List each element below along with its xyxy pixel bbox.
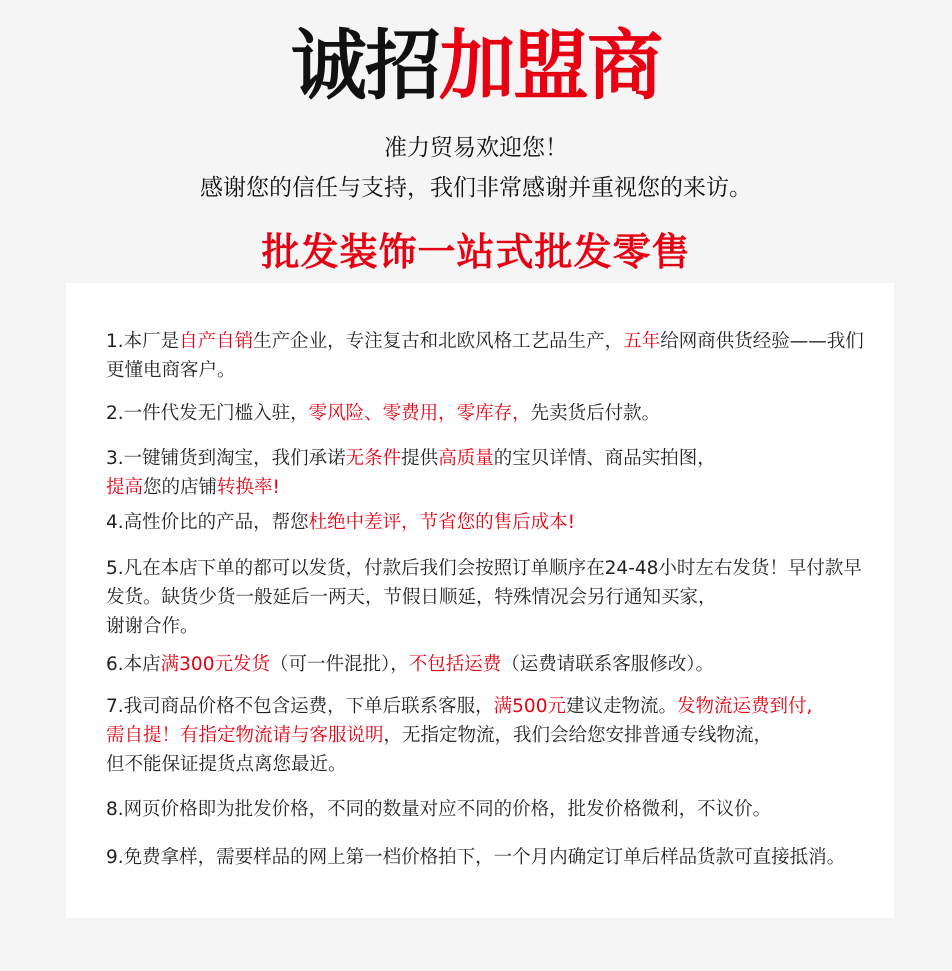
term-item-7: [106, 692, 876, 779]
body-text: 生产企业，专注复古和北欧风格工艺品生产，: [253, 331, 624, 352]
highlight-text: 自产自销: [179, 331, 254, 352]
subtitle: 批发装饰一站式批发零售: [261, 230, 691, 274]
term-item-4: [106, 508, 876, 537]
term-item-5: [106, 554, 876, 641]
welcome-text: 准力贸易欢迎您！: [384, 135, 568, 161]
body-text: 4.高性价比的产品，帮您: [106, 512, 309, 533]
body-text: 6.本店: [106, 654, 161, 675]
body-text: 7.我司商品价格不包含运费，下单后联系客服，: [106, 696, 494, 717]
body-text: 8.网页价格即为批发价格，不同的数量对应不同的价格，批发价格微利，不议价。: [106, 799, 772, 820]
highlight-text: 高质量: [438, 448, 494, 469]
highlight-text: 五年: [623, 331, 661, 352]
term-item-3: [106, 444, 876, 502]
term-item-1: [106, 327, 876, 385]
highlight-text: 需自提！有指定物流请与客服说明: [106, 725, 384, 746]
highlight-text: 发物流运费到付,: [676, 696, 813, 717]
body-text: 的宝贝详情、商品实拍图，: [493, 448, 716, 469]
body-text: ，无指定物流，我们会给您安排普通专线物流，: [383, 725, 773, 746]
body-text: 1.本厂是: [106, 331, 180, 352]
highlight-text: 转换率!: [217, 477, 280, 498]
terms-panel: [66, 283, 894, 918]
body-text: 建议走物流。: [565, 696, 677, 717]
body-text: 但不能保证提货点离您最近。: [106, 754, 347, 775]
body-text: 谢谢合作。: [106, 616, 199, 637]
thanks-text: 感谢您的信任与支持，我们非常感谢并重视您的来访。: [200, 175, 752, 201]
body-text: 9.免费拿样，需要样品的网上第一档价格拍下，一个月内确定订单后样品货款可直接抵消。: [106, 847, 846, 868]
page-title: [0, 18, 952, 114]
body-text: 3.一键铺货到淘宝，我们承诺: [106, 448, 346, 469]
body-text: 5.凡在本店下单的都可以发货，付款后我们会按照订单顺序在24-48小时左右发货！早付款早发货。缺货少货一般延后一两天，节假日顺延，特殊情况会另行通知买家，: [106, 558, 862, 608]
body-text: （可一件混批），: [269, 654, 409, 675]
highlight-text: 不包括运费: [408, 654, 502, 675]
term-item-8: [106, 795, 876, 824]
body-text: 先卖货后付款。: [530, 403, 661, 424]
term-item-6: [106, 650, 876, 679]
body-text: 2.一件代发无门槛入驻，: [106, 403, 309, 424]
highlight-text: 杜绝中差评，节省您的售后成本!: [308, 512, 576, 533]
body-text: 给网商供货经验——我们更懂电商客户。: [106, 331, 864, 381]
term-item-9: [106, 843, 876, 872]
title-red-part: 加盟商: [439, 21, 661, 110]
body-text: （运费请联系客服修改）。: [501, 654, 715, 675]
body-text: 提供: [401, 448, 439, 469]
highlight-text: 零风险、零费用，零库存，: [308, 403, 531, 424]
highlight-text: 无条件: [345, 448, 402, 469]
title-black-part: 诚招: [291, 21, 439, 110]
term-item-2: [106, 399, 876, 428]
highlight-text: 提高: [106, 477, 144, 498]
highlight-text: 满500元: [493, 696, 566, 717]
highlight-text: 满300元发货: [160, 654, 270, 675]
body-text: 您的店铺: [143, 477, 218, 498]
